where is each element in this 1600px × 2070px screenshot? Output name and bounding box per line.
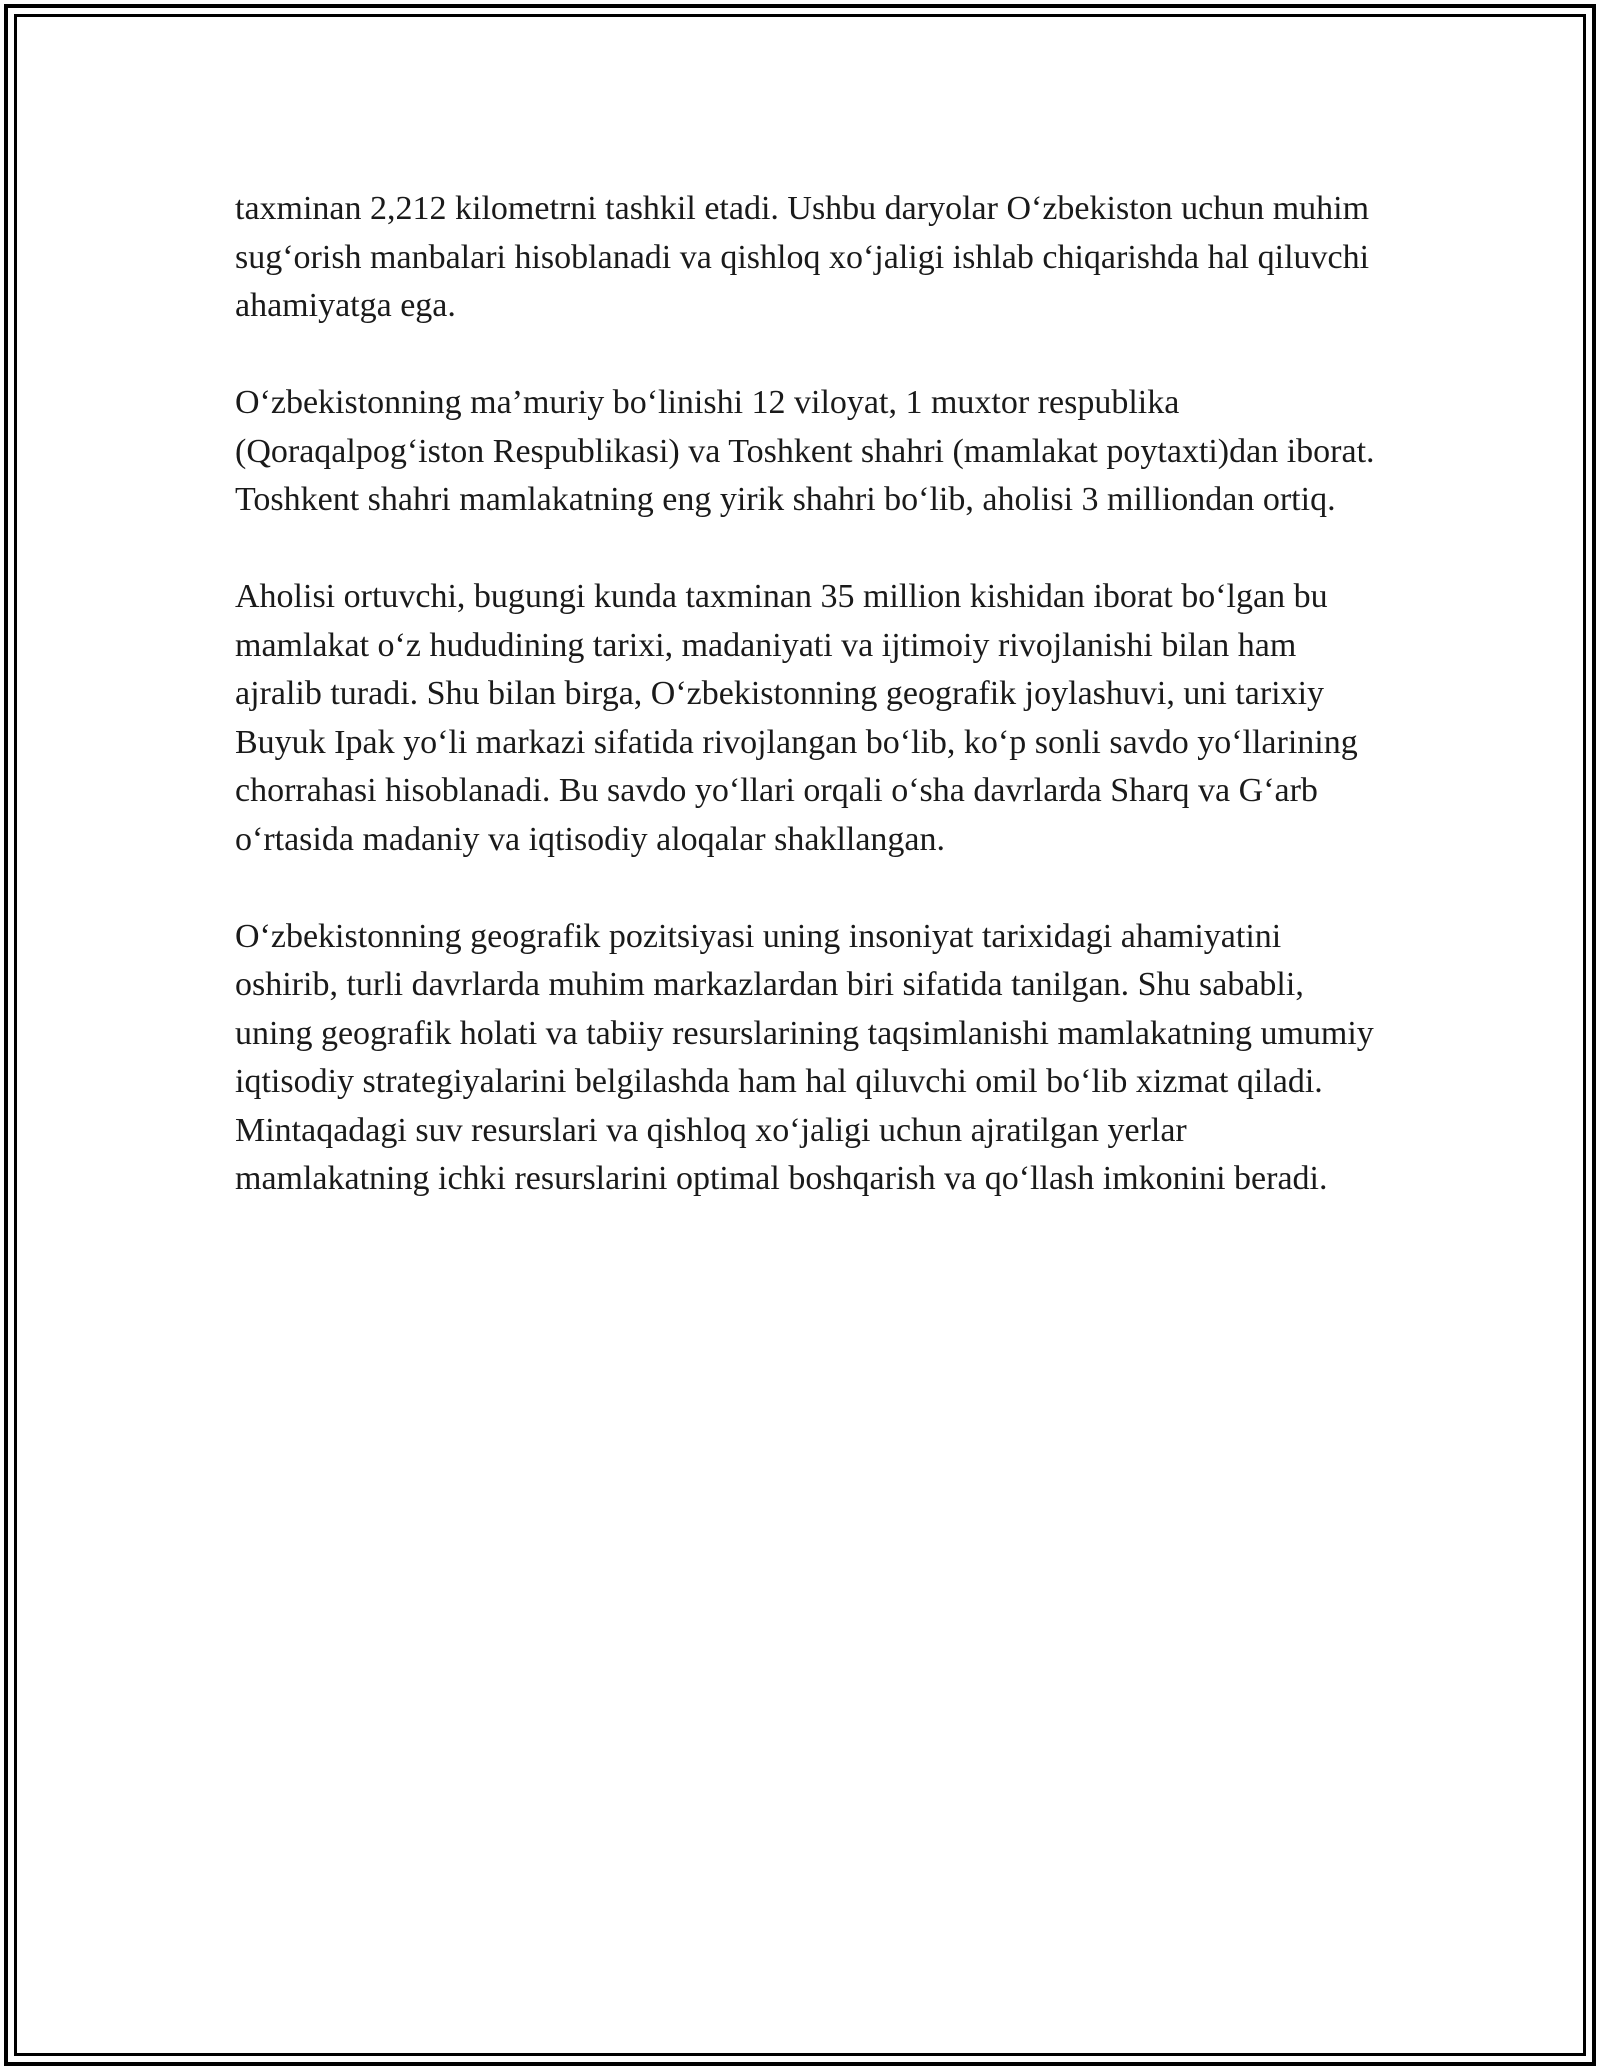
document-body [235,185,1375,1252]
paragraph-rivers: taxminan 2,212 kilometrni tashkil etadi. Ushbu daryolar O‘zbekiston uchun muhim sug‘orish manbalari hisoblanadi va qishloq xo‘jaligi ishlab chiqarishda hal qiluvchi ahamiyatga ega. [235,190,1370,324]
paragraph-administrative-division: O‘zbekistonning ma’muriy bo‘linishi 12 viloyat, 1 muxtor respublika (Qoraqalpog‘iston Respublikasi) va Toshkent shahri (mamlakat poytaxti)dan iborat. Toshkent shahri mamlakatning eng yirik shahri bo‘lib, aholisi 3 milliondan ortiq. [235,384,1375,518]
paragraph-population: Aholisi ortuvchi, bugungi kunda taxminan 35 million kishidan iborat bo‘lgan bu mamlakat o‘z hududining tarixi, madaniyati va ijtimoiy rivojlanishi bilan ham ajralib turadi. Shu bilan birga, O‘zbekistonning geografik joylashuvi, uni tarixiy Buyuk Ipak yo‘li markazi sifatida rivojlangan bo‘lib, ko‘p sonli savdo yo‘llarining chorrahasi hisoblanadi. Bu savdo yo‘llari orqali o‘sha davrlarda Sharq va G‘arb o‘rtasida madaniy va iqtisodiy aloqalar shakllangan. [235,578,1358,858]
paragraph-geographic-position: O‘zbekistonning geografik pozitsiyasi uning insoniyat tarixidagi ahamiyatini oshirib, turli davrlarda muhim markazlardan biri sifatida tanilgan. Shu sababli, uning geografik holati va tabiiy resurslarining taqsimlanishi mamlakatning umumiy iqtisodiy strategiyalarini belgilashda ham hal qiluvchi omil bo‘lib xizmat qiladi. Mintaqadagi suv resurslari va qishloq xo‘jaligi uchun ajratilgan yerlar mamlakatning ichki resurslarini optimal boshqarish va qo‘llash imkonini beradi. [235,917,1374,1197]
